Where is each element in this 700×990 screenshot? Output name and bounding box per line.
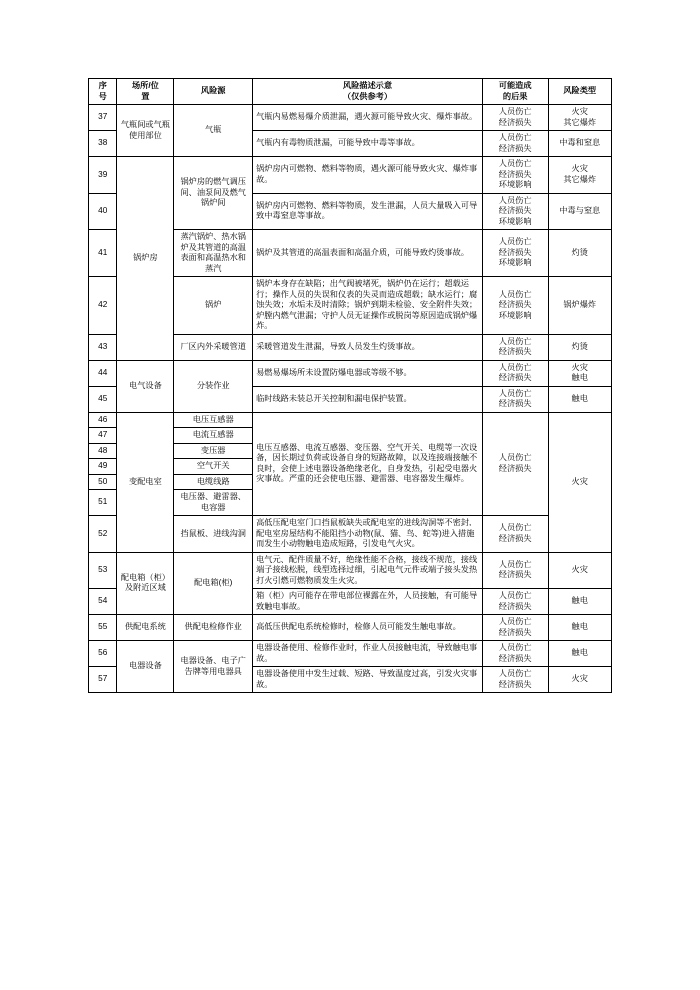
header-row — [89, 79, 612, 105]
cell-serial-number: 50 — [89, 474, 117, 490]
cell-serial-number: 54 — [89, 589, 117, 615]
cell-place: 电器设备 — [117, 641, 174, 693]
header-desc-line2: （仅供参考） — [342, 91, 393, 101]
cell-risk-description: 锅炉本身存在缺陷；出气阀被堵死，锅炉仍在运行；超载运行；操作人员的失误和仪表的失灵而造成超载；缺水运行；腐蚀失效；水垢未及时清除；锅炉到期未检验、安全附件失效；炉膛内燃气泄漏；守护人员无证操作或脱岗等原因造成锅炉爆炸。 — [253, 277, 483, 335]
cell-consequence: 人员伤亡 经济损失 环境影响 — [482, 230, 548, 277]
cell-consequence: 人员伤亡 经济损失 — [482, 386, 548, 412]
cell-serial-number: 42 — [89, 277, 117, 335]
cell-serial-number: 49 — [89, 459, 117, 475]
cell-risk-description: 气瓶内易燃易爆介质泄漏，遇火源可能导致火灾、爆炸事故。 — [253, 105, 483, 131]
cell-serial-number: 38 — [89, 131, 117, 157]
cell-consequence: 人员伤亡 经济损失 — [482, 667, 548, 693]
cell-risk-description: 高低压供配电系统检修时，检修人员可能发生触电事故。 — [253, 615, 483, 641]
cell-serial-number: 37 — [89, 105, 117, 131]
cell-risk-type: 火灾 触电 — [548, 360, 612, 386]
cell-serial-number: 40 — [89, 193, 117, 230]
cell-risk-source: 供配电检修作业 — [174, 615, 253, 641]
table-row — [89, 615, 612, 641]
cell-serial-number: 55 — [89, 615, 117, 641]
header-cell-type: 风险类型 — [548, 79, 612, 105]
cell-risk-type: 触电 — [548, 615, 612, 641]
cell-risk-type: 灼烫 — [548, 230, 612, 277]
cell-serial-number: 45 — [89, 386, 117, 412]
cell-risk-description: 气瓶内有毒物质泄漏，可能导致中毒等事故。 — [253, 131, 483, 157]
header-cell-place — [117, 79, 174, 105]
table-row — [89, 552, 612, 589]
table-row — [89, 157, 612, 194]
cell-place: 锅炉房 — [117, 157, 174, 361]
cell-serial-number: 47 — [89, 428, 117, 444]
cell-serial-number: 46 — [89, 412, 117, 428]
cell-risk-description: 高低压配电室门口挡鼠板缺失或配电室的进线沟洞等不密封,配电室房屋结构不能阻挡小动物(鼠、猫、鸟、蛇等)进入措施而发生小动物触电造成短路，引发电气火灾。 — [253, 516, 483, 553]
cell-consequence: 人员伤亡 经济损失 — [482, 131, 548, 157]
cell-risk-type: 火灾 — [548, 667, 612, 693]
cell-consequence: 人员伤亡 经济损失 环境影响 — [482, 277, 548, 335]
header-conseq-line2: 的后果 — [502, 91, 528, 101]
header-cell-consequence — [482, 79, 548, 105]
cell-risk-type: 火灾 — [548, 412, 612, 552]
table-row — [89, 412, 612, 428]
cell-consequence: 人员伤亡 经济损失 — [482, 641, 548, 667]
cell-serial-number: 44 — [89, 360, 117, 386]
header-no-line2: 号 — [98, 91, 107, 101]
cell-risk-type: 灼烫 — [548, 334, 612, 360]
cell-risk-source: 空气开关 — [174, 459, 253, 475]
cell-risk-description: 电器设备使用中发生过载、短路、导致温度过高，引发火灾事故。 — [253, 667, 483, 693]
header-conseq-line1: 可能造成 — [498, 81, 532, 90]
cell-consequence: 人员伤亡 经济损失 — [482, 615, 548, 641]
header-cell-description — [253, 79, 483, 105]
cell-serial-number: 51 — [89, 490, 117, 516]
cell-risk-source: 分装作业 — [174, 360, 253, 412]
cell-risk-source: 挡鼠板、进线沟洞 — [174, 516, 253, 553]
table-header — [89, 79, 612, 105]
cell-serial-number: 43 — [89, 334, 117, 360]
table-row — [89, 105, 612, 131]
header-place-line2: 置 — [141, 91, 150, 101]
cell-place: 供配电系统 — [117, 615, 174, 641]
cell-serial-number: 39 — [89, 157, 117, 194]
header-desc-line1: 风险描述示意 — [342, 81, 393, 90]
cell-risk-source: 锅炉 — [174, 277, 253, 335]
cell-risk-type: 触电 — [548, 589, 612, 615]
cell-risk-description: 电气元、配件质量不好，绝缘性能不合格，接线不规范，接线端子接线松脱，线型选择过细，引起电气元件或端子接头发热打火引燃可燃物质发生火灾。 — [253, 552, 483, 589]
cell-risk-description: 锅炉及其管道的高温表面和高温介质，可能导致灼烫事故。 — [253, 230, 483, 277]
cell-risk-source: 蒸汽锅炉、热水锅炉及其管道的高温表面和高温热水和蒸汽 — [174, 230, 253, 277]
cell-serial-number: 57 — [89, 667, 117, 693]
cell-consequence: 人员伤亡 经济损失 — [482, 516, 548, 553]
cell-risk-source: 电压器、避雷器、电容器 — [174, 490, 253, 516]
cell-risk-source: 变压器 — [174, 443, 253, 459]
cell-risk-description: 易燃易爆场所未设置防爆电器或等级不够。 — [253, 360, 483, 386]
cell-consequence: 人员伤亡 经济损失 — [482, 552, 548, 589]
cell-consequence: 人员伤亡 经济损失 — [482, 360, 548, 386]
cell-risk-source: 气瓶 — [174, 105, 253, 157]
cell-serial-number: 56 — [89, 641, 117, 667]
cell-place: 气瓶间或气瓶使用部位 — [117, 105, 174, 157]
cell-consequence: 人员伤亡 经济损失 环境影响 — [482, 157, 548, 194]
cell-consequence: 人员伤亡 经济损失 — [482, 334, 548, 360]
cell-risk-source: 电缆线路 — [174, 474, 253, 490]
cell-place: 配电箱（柜）及附近区域 — [117, 552, 174, 615]
cell-risk-description: 电器设备使用、检修作业时，作业人员接触电流，导致触电事故。 — [253, 641, 483, 667]
cell-risk-source: 电流互感器 — [174, 428, 253, 444]
cell-serial-number: 52 — [89, 516, 117, 553]
cell-consequence: 人员伤亡 经济损失 环境影响 — [482, 193, 548, 230]
cell-risk-description: 锅炉房内可燃物、燃料等物质，发生泄漏，人员大量吸入可导致中毒窒息等事故。 — [253, 193, 483, 230]
cell-consequence: 人员伤亡 经济损失 — [482, 589, 548, 615]
cell-place: 变配电室 — [117, 412, 174, 552]
cell-risk-description: 采暖管道发生泄漏，导致人员发生灼烫事故。 — [253, 334, 483, 360]
header-cell-source: 风险源 — [174, 79, 253, 105]
header-no-line1: 序 — [98, 81, 107, 90]
cell-risk-type: 中毒和窒息 — [548, 131, 612, 157]
header-place-line1: 场所/位 — [131, 81, 159, 90]
cell-risk-type: 火灾 其它爆炸 — [548, 105, 612, 131]
table-row — [89, 641, 612, 667]
cell-risk-source: 厂区内外采暖管道 — [174, 334, 253, 360]
cell-risk-type: 触电 — [548, 641, 612, 667]
cell-risk-source: 配电箱(柜) — [174, 552, 253, 615]
cell-serial-number: 48 — [89, 443, 117, 459]
cell-risk-description: 临时线路未装总开关控制和漏电保护装置。 — [253, 386, 483, 412]
cell-risk-type: 火灾 — [548, 552, 612, 589]
cell-risk-description: 箱（柜）内可能存在带电部位裸露在外，人员接触，有可能导致触电事故。 — [253, 589, 483, 615]
cell-risk-description: 锅炉房内可燃物、燃料等物质，遇火源可能导致火灾、爆炸事故。 — [253, 157, 483, 194]
cell-consequence: 人员伤亡 经济损失 — [482, 412, 548, 516]
cell-risk-source: 电器设备、电子广告牌等用电器具 — [174, 641, 253, 693]
cell-risk-source: 锅炉房的燃气调压间、油泵间及燃气锅炉间 — [174, 157, 253, 230]
cell-risk-type: 火灾 其它爆炸 — [548, 157, 612, 194]
cell-risk-source: 电压互感器 — [174, 412, 253, 428]
cell-risk-description: 电压互感器、电流互感器、变压器、空气开关、电缆等一次设备，因长期过负荷或设备自身的短路故障，以及连接端接触不良时，会使上述电器设备绝缘老化，自身发热，引起受电器火灾事故。严重的还会使电压器、避雷器、电容器发生爆炸。 — [253, 412, 483, 516]
table-row — [89, 360, 612, 386]
cell-serial-number: 53 — [89, 552, 117, 589]
cell-risk-type: 中毒与窒息 — [548, 193, 612, 230]
cell-place: 电气设备 — [117, 360, 174, 412]
cell-consequence: 人员伤亡 经济损失 — [482, 105, 548, 131]
cell-serial-number: 41 — [89, 230, 117, 277]
header-cell-no — [89, 79, 117, 105]
risk-register-table — [88, 78, 612, 693]
table-body — [89, 105, 612, 693]
cell-risk-type: 触电 — [548, 386, 612, 412]
cell-risk-type: 锅炉爆炸 — [548, 277, 612, 335]
